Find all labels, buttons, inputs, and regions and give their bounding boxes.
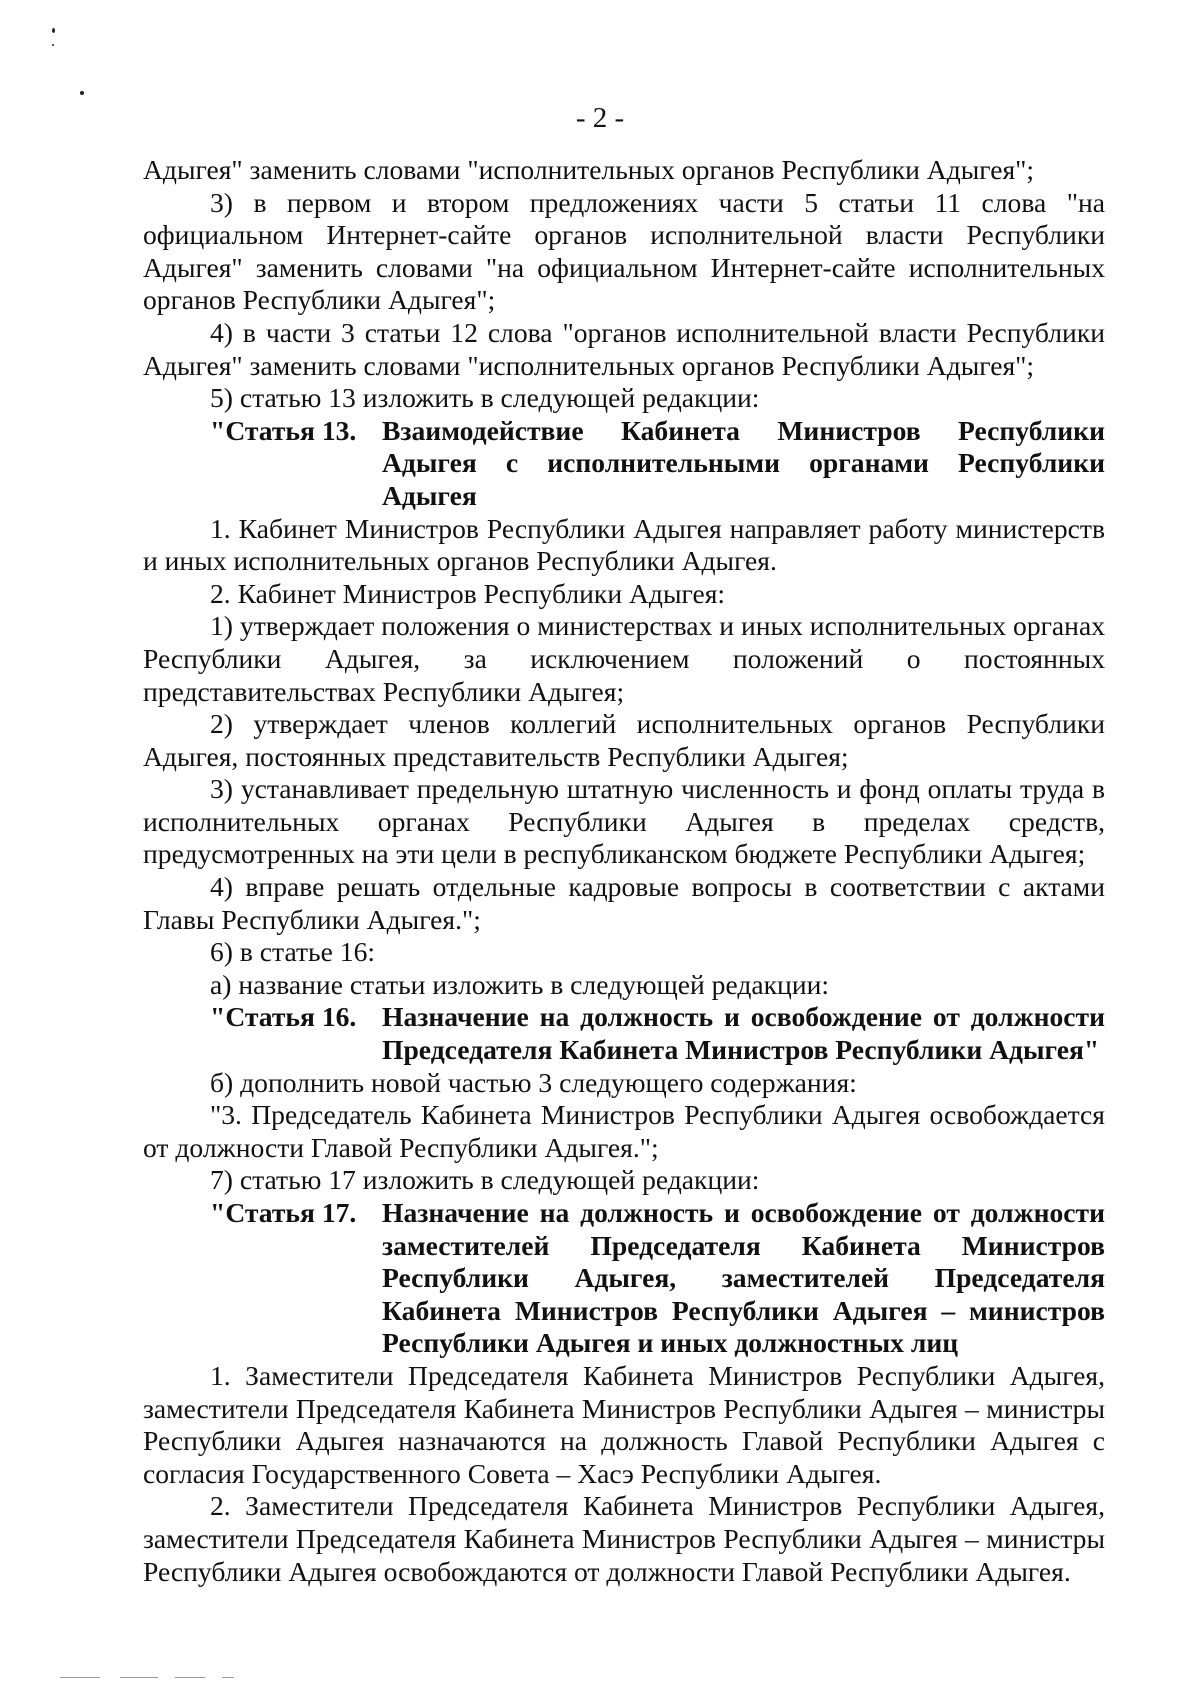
scan-speck (52, 44, 54, 46)
paragraph: 1) утверждает положения о министерствах и иных исполнительных органах Республики Адыгея, за исключением положений о постоянных представительствах Республики Адыгея; (143, 610, 1105, 707)
article-label: "Статья 16. (210, 1001, 357, 1033)
article-title: Назначение на должность и освобождение от должности заместителей Председателя Кабинета Министров Республики Адыгея, заместителей Председателя Кабинета Министров Республики Адыгея – министров Республики Адыгея и иных должностных лиц (382, 1197, 1105, 1359)
article-heading-17 (143, 1197, 1105, 1360)
scan-speck (80, 91, 84, 95)
paragraph: Адыгея" заменить словами "исполнительных органов Республики Адыгея"; (143, 154, 1035, 185)
scan-artifact (175, 1677, 205, 1678)
paragraph: 2. Кабинет Министров Республики Адыгея: (210, 577, 726, 609)
paragraph: 4) в части 3 статьи 12 слова "органов исполнительной власти Республики Адыгея" заменить словами "исполнительных органов Республики Адыгея"; (143, 316, 1105, 381)
paragraph: 2) утверждает членов коллегий исполнительных органов Республики Адыгея, постоянных представительств Республики Адыгея; (143, 708, 1105, 772)
scan-speck (52, 28, 55, 33)
scan-artifact (60, 1677, 100, 1678)
scan-artifact (222, 1677, 234, 1678)
paragraph: "3. Председатель Кабинета Министров Республики Адыгея освобождается от должности Главой Республики Адыгея."; (143, 1099, 1105, 1163)
paragraph: 7) статью 17 изложить в следующей редакции: (210, 1164, 760, 1196)
paragraph: 4) вправе решать отдельные кадровые вопросы в соответствии с актами Главы Республики Адыгея."; (143, 871, 1105, 935)
paragraph: 1. Заместители Председателя Кабинета Министров Республики Адыгея, заместители Председателя Кабинета Министров Республики Адыгея – министры Республики Адыгея назначаются на должность Главой Республики Адыгея с согласия Государственного Совета – Хасэ Республики Адыгея. (143, 1359, 1105, 1489)
article-heading-13 (143, 415, 1105, 513)
paragraph: 3) в первом и втором предложениях части 5 статьи 11 слова "на официальном Интернет-сайте органов исполнительной власти Республики Адыгея" заменить словами "на официальном Интернет-сайте исполнительных органов Республики Адыгея"; (143, 186, 1105, 316)
scan-artifact (120, 1677, 158, 1678)
article-label: "Статья 17. (210, 1197, 357, 1228)
paragraph: 3) устанавливает предельную штатную численность и фонд оплаты труда в исполнительных органах Республики Адыгея в пределах средств, предусмотренных на эти цели в республиканском бюджете Республики Адыгея; (143, 773, 1105, 870)
article-title: Назначение на должность и освобождение от должности Председателя Кабинета Министров Республики Адыгея" (382, 1001, 1105, 1066)
paragraph: 2. Заместители Председателя Кабинета Министров Республики Адыгея, заместители Председателя Кабинета Министров Республики Адыгея – министры Республики Адыгея освобождаются от должности Главой Республики Адыгея. (143, 1490, 1105, 1587)
paragraph: 5) статью 13 изложить в следующей редакции: (210, 382, 760, 414)
document-body (143, 154, 1105, 1588)
paragraph: 6) в статье 16: (210, 936, 376, 968)
article-label: "Статья 13. (210, 414, 357, 446)
paragraph: а) название статьи изложить в следующей редакции: (210, 968, 830, 1000)
article-title: Взаимодействие Кабинета Министров Республики Адыгея с исполнительными органами Республики Адыгея (382, 414, 1105, 511)
article-heading-16 (143, 1001, 1105, 1066)
page-number: - 2 - (575, 102, 625, 134)
paragraph: б) дополнить новой частью 3 следующего содержания: (210, 1066, 857, 1098)
paragraph: 1. Кабинет Министров Республики Адыгея направляет работу министерств и иных исполнительных органов Республики Адыгея. (143, 512, 1105, 577)
